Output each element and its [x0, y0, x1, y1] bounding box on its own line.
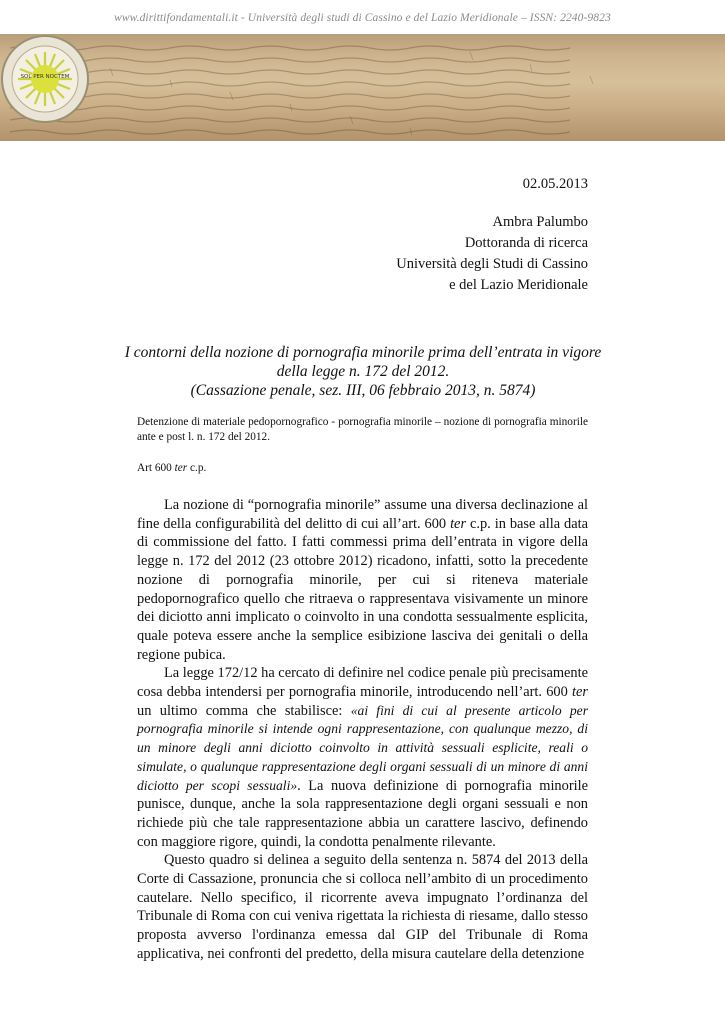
p2-quote: «ai fini di cui al presente articolo per pornografia minorile si intende ogni rappresentazione, con qualunque mezzo, di un minore degli anni diciotto coinvolto in attività sessuali esplicite, reali o simulate, o qualunque rappresentazione degli organi sessuali di un minore di anni diciotto per scopi sessuali»	[137, 702, 588, 793]
title-line-2: della legge n. 172 del 2012.	[276, 363, 450, 380]
p1-ter: ter	[450, 515, 467, 532]
author-block	[396, 212, 588, 296]
journal-header-line: www.dirittifondamentali.it - Università degli studi di Cassino e del Lazio Meridionale – ISSN: 2240-9823	[114, 12, 611, 24]
manuscript-banner	[0, 34, 725, 141]
manuscript-texture	[0, 34, 725, 141]
author-affiliation-1: Università degli Studi di Cassino	[396, 256, 588, 272]
p2-ter: ter	[572, 684, 588, 701]
author-name: Ambra Palumbo	[492, 214, 588, 230]
paragraph-3: Questo quadro si delinea a seguito della sentenza n. 5874 del 2013 della Corte di Cassazione, pronuncia che si colloca nell’ambito di un procedimento cautelare. Nello specifico, il ricorrente aveva impugnato l’ordinanza del Tribunale di Roma con cui veniva rigettata la richiesta di riesame, dallo stesso proposta avverso l'ordinanza emessa dal GIP del Tribunale di Roma applicativa, nei confronti del predetto, della misura cautelare della detenzione	[137, 852, 588, 962]
document-date: 02.05.2013	[522, 176, 588, 192]
university-seal-icon	[0, 34, 90, 124]
p2-text-a: La legge 172/12 ha cercato di definire nel codice penale più precisamente cosa debba intendersi per pornografia minorile, introducendo nell’art. 600	[137, 665, 588, 701]
article-ref-pre: Art 600	[137, 462, 175, 474]
article-body	[137, 496, 588, 964]
title-line-3: (Cassazione penale, sez. III, 06 febbraio 2013, n. 5874)	[190, 382, 536, 399]
article-reference	[137, 462, 206, 474]
keywords: Detenzione di materiale pedopornografico - pornografia minorile – nozione di pornografia minorile ante e post l. n. 172 del 2012.	[137, 416, 588, 443]
article-title	[118, 343, 608, 400]
article-ref-post: c.p.	[187, 462, 207, 474]
p1-text-b: c.p. in base alla data di commissione del fatto. I fatti commessi prima dell’entrata in vigore della legge n. 172 del 2012 (23 ottobre 2012) ricadono, infatti, sotto la precedente nozione di pornografia minorile, per cui si riteneva materiale pedopornografico quello che ritraeva o rappresentava visivamente un minore dei diciotto anni implicato o coinvolto in una condotta sessualmente esplicita, quale poteva essere anche la semplice esibizione lasciva dei genitali o della regione pubica.	[137, 515, 588, 663]
title-line-1: I contorni della nozione di pornografia minorile prima dell’entrata in vigore	[124, 344, 602, 361]
p1-text-a: La nozione di “pornografia minorile” assume una diversa declinazione al fine della configurabilità del delitto di cui all’art. 600	[137, 497, 588, 532]
paragraph-1	[137, 496, 588, 664]
author-affiliation-2: e del Lazio Meridionale	[449, 277, 588, 293]
article-ref-em: ter	[174, 462, 188, 474]
seal-motto: SOL PER NOCTEM	[20, 74, 70, 80]
author-role: Dottoranda di ricerca	[464, 235, 588, 251]
p2-text-c: . La nuova definizione di pornografia minorile punisce, dunque, anche la sola rappresentazione degli organi sessuali e non richiede più che tale rappresentazione abbia un carattere lascivo, definendo con maggiore rigore, quindi, la condotta penalmente rilevante.	[137, 777, 589, 850]
p2-text-b: un ultimo comma che stabilisce:	[137, 702, 351, 719]
paragraph-2	[137, 664, 588, 851]
